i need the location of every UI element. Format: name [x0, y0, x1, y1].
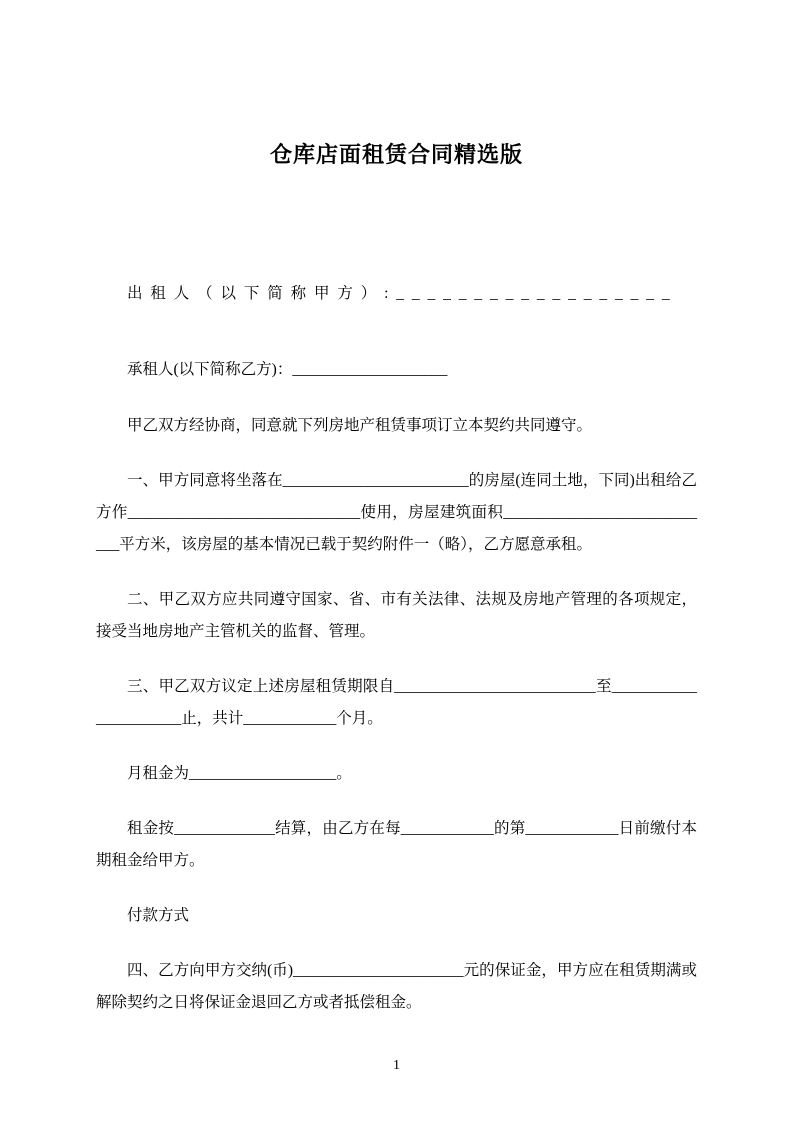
- document-body: [96, 278, 697, 1019]
- paragraph: 承租人(以下简称乙方)：____________________: [127, 361, 448, 378]
- paragraph: 租金按_____________结算，由乙方在每____________的第____________日前缴付本期租金给甲方。: [96, 820, 697, 869]
- paragraph: 一、甲方同意将坐落在________________________的房屋(连同土地，下同)出租给乙方作______________________________使用，房屋建筑面积____________________________平方米，该房屋的基本情况已载于契约附件一（略），乙方愿意承租。: [96, 472, 697, 553]
- paragraph: 甲乙双方经协商，同意就下列房地产租赁事项订立本契约共同遵守。: [127, 417, 593, 434]
- paragraph: 月租金为___________________。: [127, 765, 352, 782]
- document-title: 仓库店面租赁合同精选版: [269, 142, 523, 167]
- paragraph: 出 租 人 （ 以 下 简 称 甲 方 ） : _ _ _ _ _ _ _ _ _ _ _ _ _ _ _ _ _ _: [127, 285, 672, 302]
- paragraph: 三、甲乙双方议定上述房屋租赁期限自__________________________至______________________止，共计____________个月。: [96, 678, 697, 727]
- page-number: 1: [393, 1058, 400, 1073]
- paragraph: 四、乙方向甲方交纳(币)______________________元的保证金，甲方应在租赁期满或解除契约之日将保证金退回乙方或者抵偿租金。: [96, 962, 697, 1011]
- paragraph: 付款方式: [127, 907, 190, 924]
- paragraph: 二、甲乙双方应共同遵守国家、省、市有关法律、法规及房地产管理的各项规定，接受当地房地产主管机关的监督、管理。: [96, 591, 697, 640]
- document-content: [96, 140, 697, 1042]
